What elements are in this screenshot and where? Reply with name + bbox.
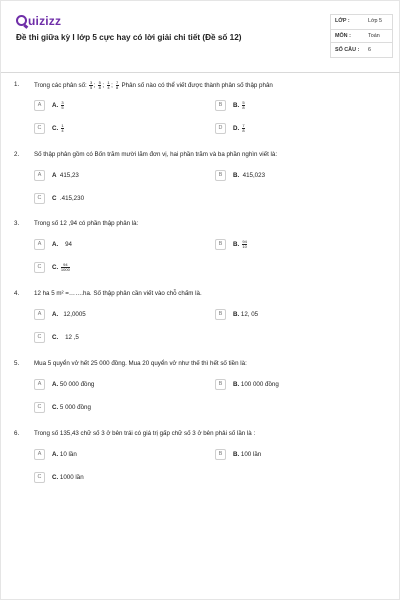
meta-row-class: LỚP : Lớp 5 — [335, 18, 383, 24]
question-1-text: Trong các phân số: $\frac{3}{5}$ ; $\frac{5}{8}$ ; $\frac{1}{4}$ ; $\frac{7}{8}$ Phân số nào có thể viết được thành phân số thập phân — [34, 80, 273, 90]
option-6a[interactable]: A A. 10 lần — [34, 448, 77, 460]
option-2b[interactable]: B B. 415,023 — [215, 169, 265, 181]
option-2a[interactable]: A A 415,23 — [34, 169, 79, 181]
option-6c[interactable]: C C. 1000 lần — [34, 471, 84, 483]
option-3c[interactable]: C C. $\frac{94}{1000}$ — [34, 261, 71, 273]
meta-row-count: SỐ CÂU : 6 — [335, 47, 371, 53]
option-3a[interactable]: A A. 94 — [34, 238, 72, 250]
question-2-text: Số thập phân gồm có Bốn trăm mười lăm đơn vị, hai phần trăm và ba phần nghìn viết là: — [34, 151, 278, 158]
option-5b[interactable]: B B. 100 000 đồng — [215, 378, 279, 390]
worksheet-title: Đề thi giữa kỳ I lớp 5 cực hay có lời giải chi tiết (Đề số 12) — [16, 33, 242, 42]
logo-q-icon — [16, 15, 27, 26]
question-6-text: Trong số 135,43 chữ số 3 ở bên trái có giá trị gấp chữ số 3 ở bên phải số lần là : — [34, 430, 256, 437]
meta-table — [330, 14, 393, 58]
option-1a[interactable]: A A. $\frac{3}{5}$ — [34, 99, 65, 111]
option-5c[interactable]: C C. 5 000 đồng — [34, 401, 91, 413]
option-1b[interactable]: B B. $\frac{5}{8}$ — [215, 99, 246, 111]
option-2c[interactable]: C C .415,230 — [34, 192, 84, 204]
meta-row-subject: MÔN : Toán — [331, 29, 392, 43]
quizizz-logo: uizizz — [16, 14, 61, 28]
option-1d[interactable]: D D. $\frac{7}{8}$ — [215, 122, 246, 134]
option-4a[interactable]: A A. 12,0005 — [34, 308, 86, 320]
option-6b[interactable]: B B. 100 lần — [215, 448, 261, 460]
question-4-text: 12 ha 5 m² =…….ha. Số thập phân cần viết vào chỗ chấm là. — [34, 290, 202, 297]
option-5a[interactable]: A A. 50 000 đồng — [34, 378, 94, 390]
question-5-text: Mua 5 quyển vở hết 25 000 đồng. Mua 20 quyển vở như thế thì hết số tiền là: — [34, 360, 247, 367]
option-1c[interactable]: C C. $\frac{1}{4}$ — [34, 122, 65, 134]
option-4b[interactable]: B B. 12, 05 — [215, 308, 258, 320]
worksheet-header — [1, 1, 400, 73]
question-3-text: Trong số 12 ,94 có phần thập phân là: — [34, 220, 139, 227]
worksheet-page: uizizz Đề thi giữa kỳ I lớp 5 cực hay có lời giải chi tiết (Đề số 12) LỚP : Lớp 5 MÔN : Toán SỐ CÂU : 6 1. Trong các phân số: $\frac{3}{5}$ ; $\frac{5}{8}$ ; $\frac{1}{4}$ ; $\frac{7}{8}$ Phân số nào có thể viết được thành phân số thập phân A A. $\frac{3}{5}$ B B. $\frac{5}{8}$ C C. $\frac{1}{4}$ D D. $\frac{7}{8}$ 2. Số thập phân gồm có Bốn trăm mười lăm đơn vị, hai phần trăm và ba phần nghìn viết là: A A 415,23 B B. 415,023 C C .415,230 3. Trong số 12 ,94 có phần thập phân là: A A. 94 B B. $\frac{94}{10}$ C C. $\frac{94}{1000}$ 4. 12 ha 5 m² =…….ha. Số thập phân cần viết vào chỗ chấm là. A A. 12,0005 B B. 12, 05 C C. 12 ,5 5. Mua 5 quyển vở hết 25 000 đồng. Mua 20 quyển vở như thế thì hết số tiền là: A A. 50 000 đồng B B. 100 000 đồng C C. 5 000 đồng 6. Trong số 135,43 chữ số 3 ở bên trái có giá trị gấp chữ số 3 ở bên phải số lần là : A A. 10 lần B B. 100 lần C C. 1000 lần — [0, 0, 400, 600]
option-3b[interactable]: B B. $\frac{94}{10}$ — [215, 238, 248, 250]
option-4c[interactable]: C C. 12 ,5 — [34, 331, 79, 343]
